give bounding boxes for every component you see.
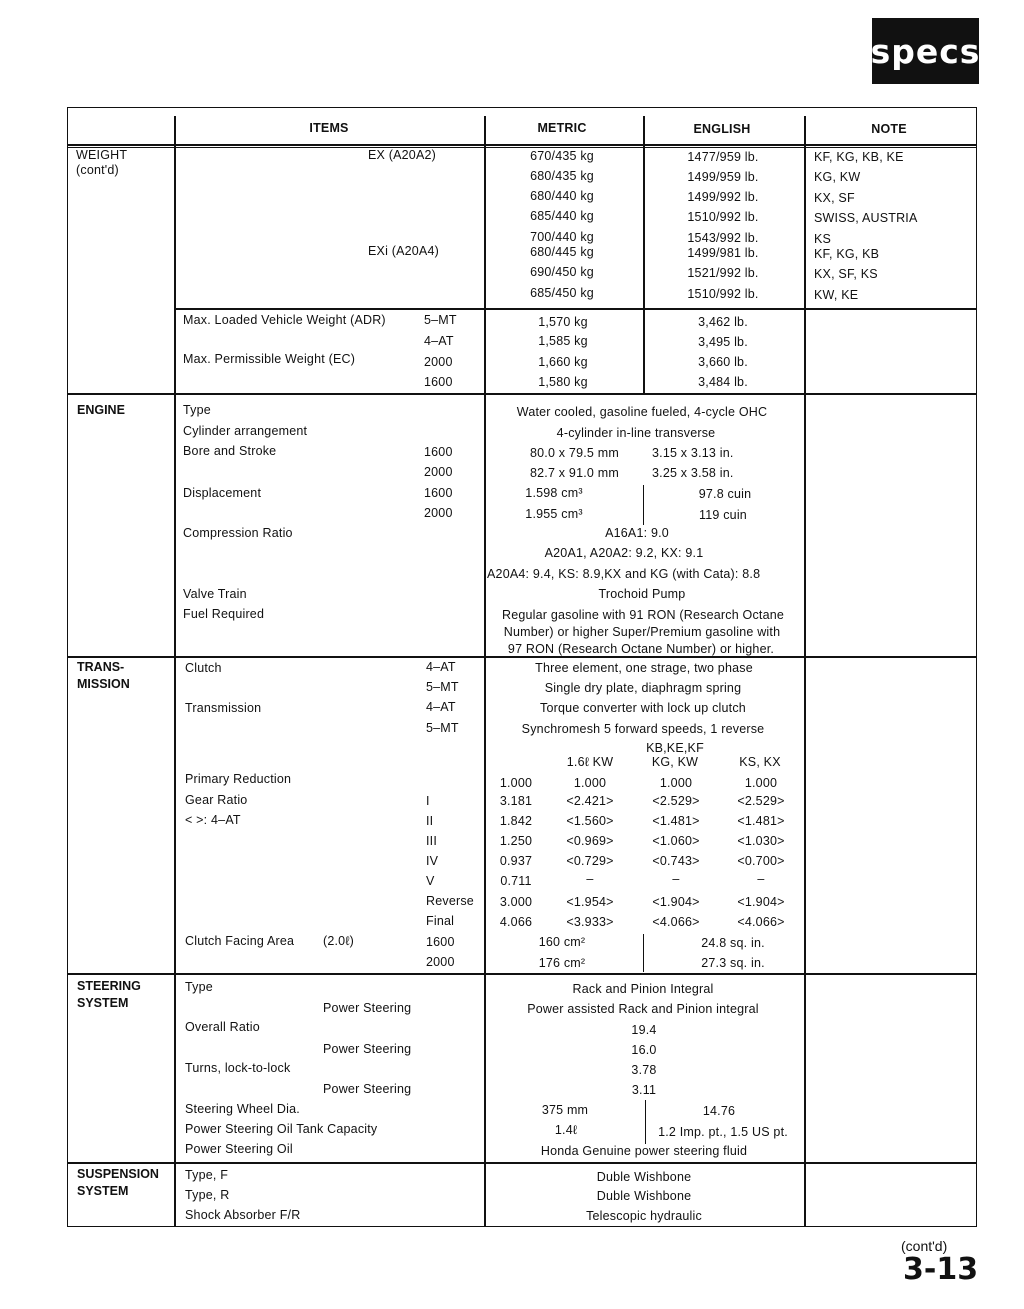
gear-val: <3.933>: [566, 915, 614, 929]
header-metric: METRIC: [537, 121, 587, 135]
gear-val: <1.954>: [566, 895, 614, 909]
trans-clutch-area-sub: (2.0ℓ): [323, 934, 354, 948]
weight2-english: 3,495 lb.: [698, 335, 748, 349]
steer-tank-label: Power Steering Oil Tank Capacity: [185, 1122, 378, 1136]
section-weight: WEIGHT: [76, 148, 128, 162]
trans-trans-mt: 5–MT: [426, 721, 459, 735]
engine-fuel-3: 97 RON (Research Octane Number) or higher.: [507, 642, 775, 656]
section-weight-sub: (cont'd): [76, 163, 119, 177]
gear-key: IV: [426, 854, 439, 868]
header-items: ITEMS: [309, 121, 349, 135]
section-steering-2: SYSTEM: [77, 996, 129, 1010]
susp-shock-value: Telescopic hydraulic: [586, 1209, 702, 1223]
row-rule: [67, 656, 977, 658]
specs-tab: specs: [872, 18, 979, 84]
weight2-metric: 1,660 kg: [538, 355, 588, 369]
weight-english: 1499/959 lb.: [687, 170, 759, 184]
steer-ratio-value: 19.4: [631, 1023, 657, 1037]
weight-note: KX, SF: [814, 191, 855, 205]
gear-val: <2.421>: [566, 794, 614, 808]
trans-clutch-mt-value: Single dry plate, diaphragm spring: [544, 681, 742, 695]
gear-key: Final: [426, 914, 455, 928]
weight2-key: 4–AT: [424, 334, 454, 348]
engine-fuel-1: Regular gasoline with 91 RON (Research Octane: [501, 608, 785, 622]
engine-disp-1600-english: 97.8 cuin: [698, 487, 752, 501]
gear-val: <0.700>: [737, 854, 785, 868]
gear-key: V: [426, 874, 435, 888]
header-rule: [67, 144, 977, 146]
gear-val: 4.066: [499, 915, 533, 929]
trans-ca-1600: 1600: [426, 935, 455, 949]
trans-ca-1600-metric: 160 cm²: [538, 935, 586, 949]
trans-trans-mt-value: Synchromesh 5 forward speeds, 1 reverse: [521, 722, 765, 736]
engine-compression-1: A16A1: 9.0: [605, 526, 669, 540]
trans-clutch-area-label: Clutch Facing Area: [185, 934, 295, 948]
susp-front-label: Type, F: [185, 1168, 229, 1182]
engine-compression-label: Compression Ratio: [183, 526, 293, 540]
engine-disp-2000-metric: 1.955 cm³: [525, 507, 583, 521]
steer-wheel-english: 14.76: [702, 1104, 736, 1118]
weight2-key: 1600: [424, 375, 453, 389]
weight-note: KW, KE: [814, 288, 859, 302]
header-rule: [67, 147, 977, 148]
steer-wheel-metric: 375 mm: [541, 1103, 589, 1117]
trans-trans-at: 4–AT: [426, 700, 456, 714]
section-transmission: TRANS-: [77, 660, 125, 674]
weight2-key: 2000: [424, 355, 453, 369]
engine-fuel-2: Number) or higher Super/Premium gasoline with: [503, 625, 781, 639]
gear-val: <1.560>: [566, 814, 614, 828]
gear-val: <2.529>: [737, 794, 785, 808]
gear-val: 1.000: [499, 776, 533, 790]
gear-col-16kw: 1.6ℓ KW: [566, 755, 614, 769]
row-rule: [67, 1162, 977, 1164]
weight-metric: 700/440 kg: [530, 230, 594, 244]
trans-clutch-at-value: Three element, one strage, two phase: [535, 661, 753, 675]
steer-oil-label: Power Steering Oil: [185, 1142, 293, 1156]
weight-ex-label: EX (A20A2): [368, 148, 437, 162]
gear-key: II: [426, 814, 434, 828]
section-suspension: SUSPENSION: [77, 1167, 159, 1181]
gear-val: <0.743>: [652, 854, 700, 868]
gear-val: –: [672, 872, 680, 886]
trans-primary-label: Primary Reduction: [185, 772, 292, 786]
steer-ps3-label: Power Steering: [323, 1082, 412, 1096]
gear-val: <1.030>: [737, 834, 785, 848]
section-steering: STEERING: [77, 979, 141, 993]
engine-disp-1600: 1600: [424, 486, 453, 500]
divider: [645, 1100, 646, 1144]
weight2-english: 3,660 lb.: [698, 355, 748, 369]
trans-gear-label: Gear Ratio: [185, 793, 248, 807]
steer-ps1-label: Power Steering: [323, 1001, 412, 1015]
susp-rear-value: Duble Wishbone: [596, 1189, 692, 1203]
engine-bore-1600-metric: 80.0 x 79.5 mm: [530, 446, 619, 460]
weight-metric: 690/450 kg: [530, 265, 594, 279]
divider: [643, 116, 645, 146]
gear-col-kbkekf: KB,KE,KF: [646, 741, 704, 755]
weight-note: SWISS, AUSTRIA: [814, 211, 918, 225]
trans-ca-2000-metric: 176 cm²: [538, 956, 586, 970]
engine-bore-2000-metric: 82.7 x 91.0 mm: [530, 466, 619, 480]
row-rule: [174, 308, 977, 310]
engine-bore-2000: 2000: [424, 465, 453, 479]
gear-val: 1.000: [573, 776, 607, 790]
steer-oil-value: Honda Genuine power steering fluid: [540, 1144, 748, 1158]
weight-metric: 685/450 kg: [530, 286, 594, 300]
gear-val: 1.842: [499, 814, 533, 828]
engine-bore-label: Bore and Stroke: [183, 444, 277, 458]
page-number: 3-13: [903, 1252, 979, 1287]
weight-english: 1521/992 lb.: [687, 266, 759, 280]
weight2-key: 5–MT: [424, 313, 457, 327]
weight-english: 1477/959 lb.: [687, 150, 759, 164]
engine-bore-1600-english: 3.15 x 3.13 in.: [652, 446, 734, 460]
engine-cylinder-label: Cylinder arrangement: [183, 424, 308, 438]
steer-tank-english: 1.2 Imp. pt., 1.5 US pt.: [658, 1125, 788, 1139]
divider: [643, 146, 645, 393]
weight2-english: 3,462 lb.: [698, 315, 748, 329]
gear-val: <1.904>: [652, 895, 700, 909]
steer-wheel-label: Steering Wheel Dia.: [185, 1102, 300, 1116]
gear-key: III: [426, 834, 438, 848]
engine-valve-value: Trochoid Pump: [598, 587, 686, 601]
trans-ca-2000: 2000: [426, 955, 455, 969]
steer-tank-metric: 1.4ℓ: [554, 1123, 578, 1137]
engine-compression-3: A20A4: 9.4, KS: 8.9,KX and KG (with Cata): 8.8: [487, 567, 761, 581]
weight2-metric: 1,580 kg: [538, 375, 588, 389]
gear-val: <0.729>: [566, 854, 614, 868]
gear-val: <1.481>: [737, 814, 785, 828]
engine-cylinder-value: 4-cylinder in-line transverse: [556, 426, 716, 440]
engine-bore-2000-english: 3.25 x 3.58 in.: [652, 466, 734, 480]
trans-trans-at-value: Torque converter with lock up clutch: [540, 701, 746, 715]
gear-val: –: [586, 872, 594, 886]
engine-valve-label: Valve Train: [183, 587, 247, 601]
gear-col-kgkw: KG, KW: [651, 755, 699, 769]
gear-val: 1.000: [744, 776, 778, 790]
gear-val: 3.181: [499, 794, 533, 808]
engine-disp-2000: 2000: [424, 506, 453, 520]
engine-disp-2000-english: 119 cuin: [699, 508, 747, 522]
engine-displacement-label: Displacement: [183, 486, 262, 500]
section-transmission-2: MISSION: [77, 677, 130, 691]
row-rule: [67, 973, 977, 975]
steer-ps2-value: 16.0: [631, 1043, 657, 1057]
divider: [643, 485, 644, 525]
engine-disp-1600-metric: 1.598 cm³: [525, 486, 583, 500]
gear-val: <4.066>: [652, 915, 700, 929]
weight-metric: 670/435 kg: [530, 149, 594, 163]
trans-clutch-label: Clutch: [185, 661, 222, 675]
gear-val: <1.481>: [652, 814, 700, 828]
divider: [643, 934, 644, 972]
gear-val: <2.529>: [652, 794, 700, 808]
weight-note: KG, KW: [814, 170, 861, 184]
gear-val: 1.250: [499, 834, 533, 848]
steer-turns-label: Turns, lock-to-lock: [185, 1061, 291, 1075]
gear-key: I: [426, 794, 430, 808]
steer-turns-value: 3.78: [631, 1063, 657, 1077]
gear-val: –: [757, 872, 765, 886]
gear-val: 0.937: [499, 854, 533, 868]
divider: [174, 116, 176, 1227]
header-note: NOTE: [871, 122, 907, 136]
max-loaded-label: Max. Loaded Vehicle Weight (ADR): [183, 313, 386, 327]
weight-note: KF, KG, KB: [814, 247, 880, 261]
engine-bore-1600: 1600: [424, 445, 453, 459]
row-rule: [67, 393, 977, 395]
trans-at-note: < >: 4–AT: [185, 813, 241, 827]
weight-metric: 680/435 kg: [530, 169, 594, 183]
weight-note: KF, KG, KB, KE: [814, 150, 904, 164]
weight2-english: 3,484 lb.: [698, 375, 748, 389]
gear-val: <1.060>: [652, 834, 700, 848]
susp-shock-label: Shock Absorber F/R: [185, 1208, 301, 1222]
steer-ratio-label: Overall Ratio: [185, 1020, 260, 1034]
weight-metric: 680/445 kg: [530, 245, 594, 259]
engine-type-value: Water cooled, gasoline fueled, 4-cycle OHC: [516, 405, 768, 419]
gear-val: 3.000: [499, 895, 533, 909]
weight-english: 1499/981 lb.: [687, 246, 759, 260]
weight2-metric: 1,570 kg: [538, 315, 588, 329]
steer-ps3-value: 3.11: [631, 1083, 657, 1097]
weight-note: KS: [814, 232, 832, 246]
header-english: ENGLISH: [693, 122, 751, 136]
trans-ca-1600-english: 24.8 sq. in.: [701, 936, 765, 950]
gear-val: <4.066>: [737, 915, 785, 929]
divider: [804, 116, 806, 1227]
weight-metric: 685/440 kg: [530, 209, 594, 223]
engine-type-label: Type: [183, 403, 211, 417]
divider: [484, 116, 486, 1227]
steer-type-label: Type: [185, 980, 213, 994]
max-permissible-label: Max. Permissible Weight (EC): [183, 352, 356, 366]
weight2-metric: 1,585 kg: [538, 334, 588, 348]
weight-metric: 680/440 kg: [530, 189, 594, 203]
trans-transmission-label: Transmission: [185, 701, 262, 715]
trans-clutch-mt: 5–MT: [426, 680, 459, 694]
steer-ps2-label: Power Steering: [323, 1042, 412, 1056]
weight-english: 1499/992 lb.: [687, 190, 759, 204]
weight-exi-label: EXi (A20A4): [368, 244, 439, 258]
steer-ps1-value: Power assisted Rack and Pinion integral: [527, 1002, 759, 1016]
weight-english: 1510/992 lb.: [687, 210, 759, 224]
steer-type-value: Rack and Pinion Integral: [572, 982, 714, 996]
trans-clutch-at: 4–AT: [426, 660, 456, 674]
weight-english: 1543/992 lb.: [687, 231, 759, 245]
weight-english: 1510/992 lb.: [687, 287, 759, 301]
gear-val: <1.904>: [737, 895, 785, 909]
gear-val: 0.711: [500, 874, 532, 888]
contd-label: (cont'd): [901, 1238, 948, 1254]
susp-front-value: Duble Wishbone: [596, 1170, 692, 1184]
gear-col-kskx: KS, KX: [739, 755, 781, 769]
gear-val: 1.000: [659, 776, 693, 790]
engine-compression-2: A20A1, A20A2: 9.2, KX: 9.1: [544, 546, 704, 560]
engine-fuel-label: Fuel Required: [183, 607, 265, 621]
trans-ca-2000-english: 27.3 sq. in.: [701, 956, 765, 970]
weight-note: KX, SF, KS: [814, 267, 878, 281]
section-engine: ENGINE: [77, 403, 125, 417]
section-suspension-2: SYSTEM: [77, 1184, 129, 1198]
gear-key: Reverse: [426, 894, 474, 908]
gear-val: <0.969>: [566, 834, 614, 848]
susp-rear-label: Type, R: [185, 1188, 230, 1202]
